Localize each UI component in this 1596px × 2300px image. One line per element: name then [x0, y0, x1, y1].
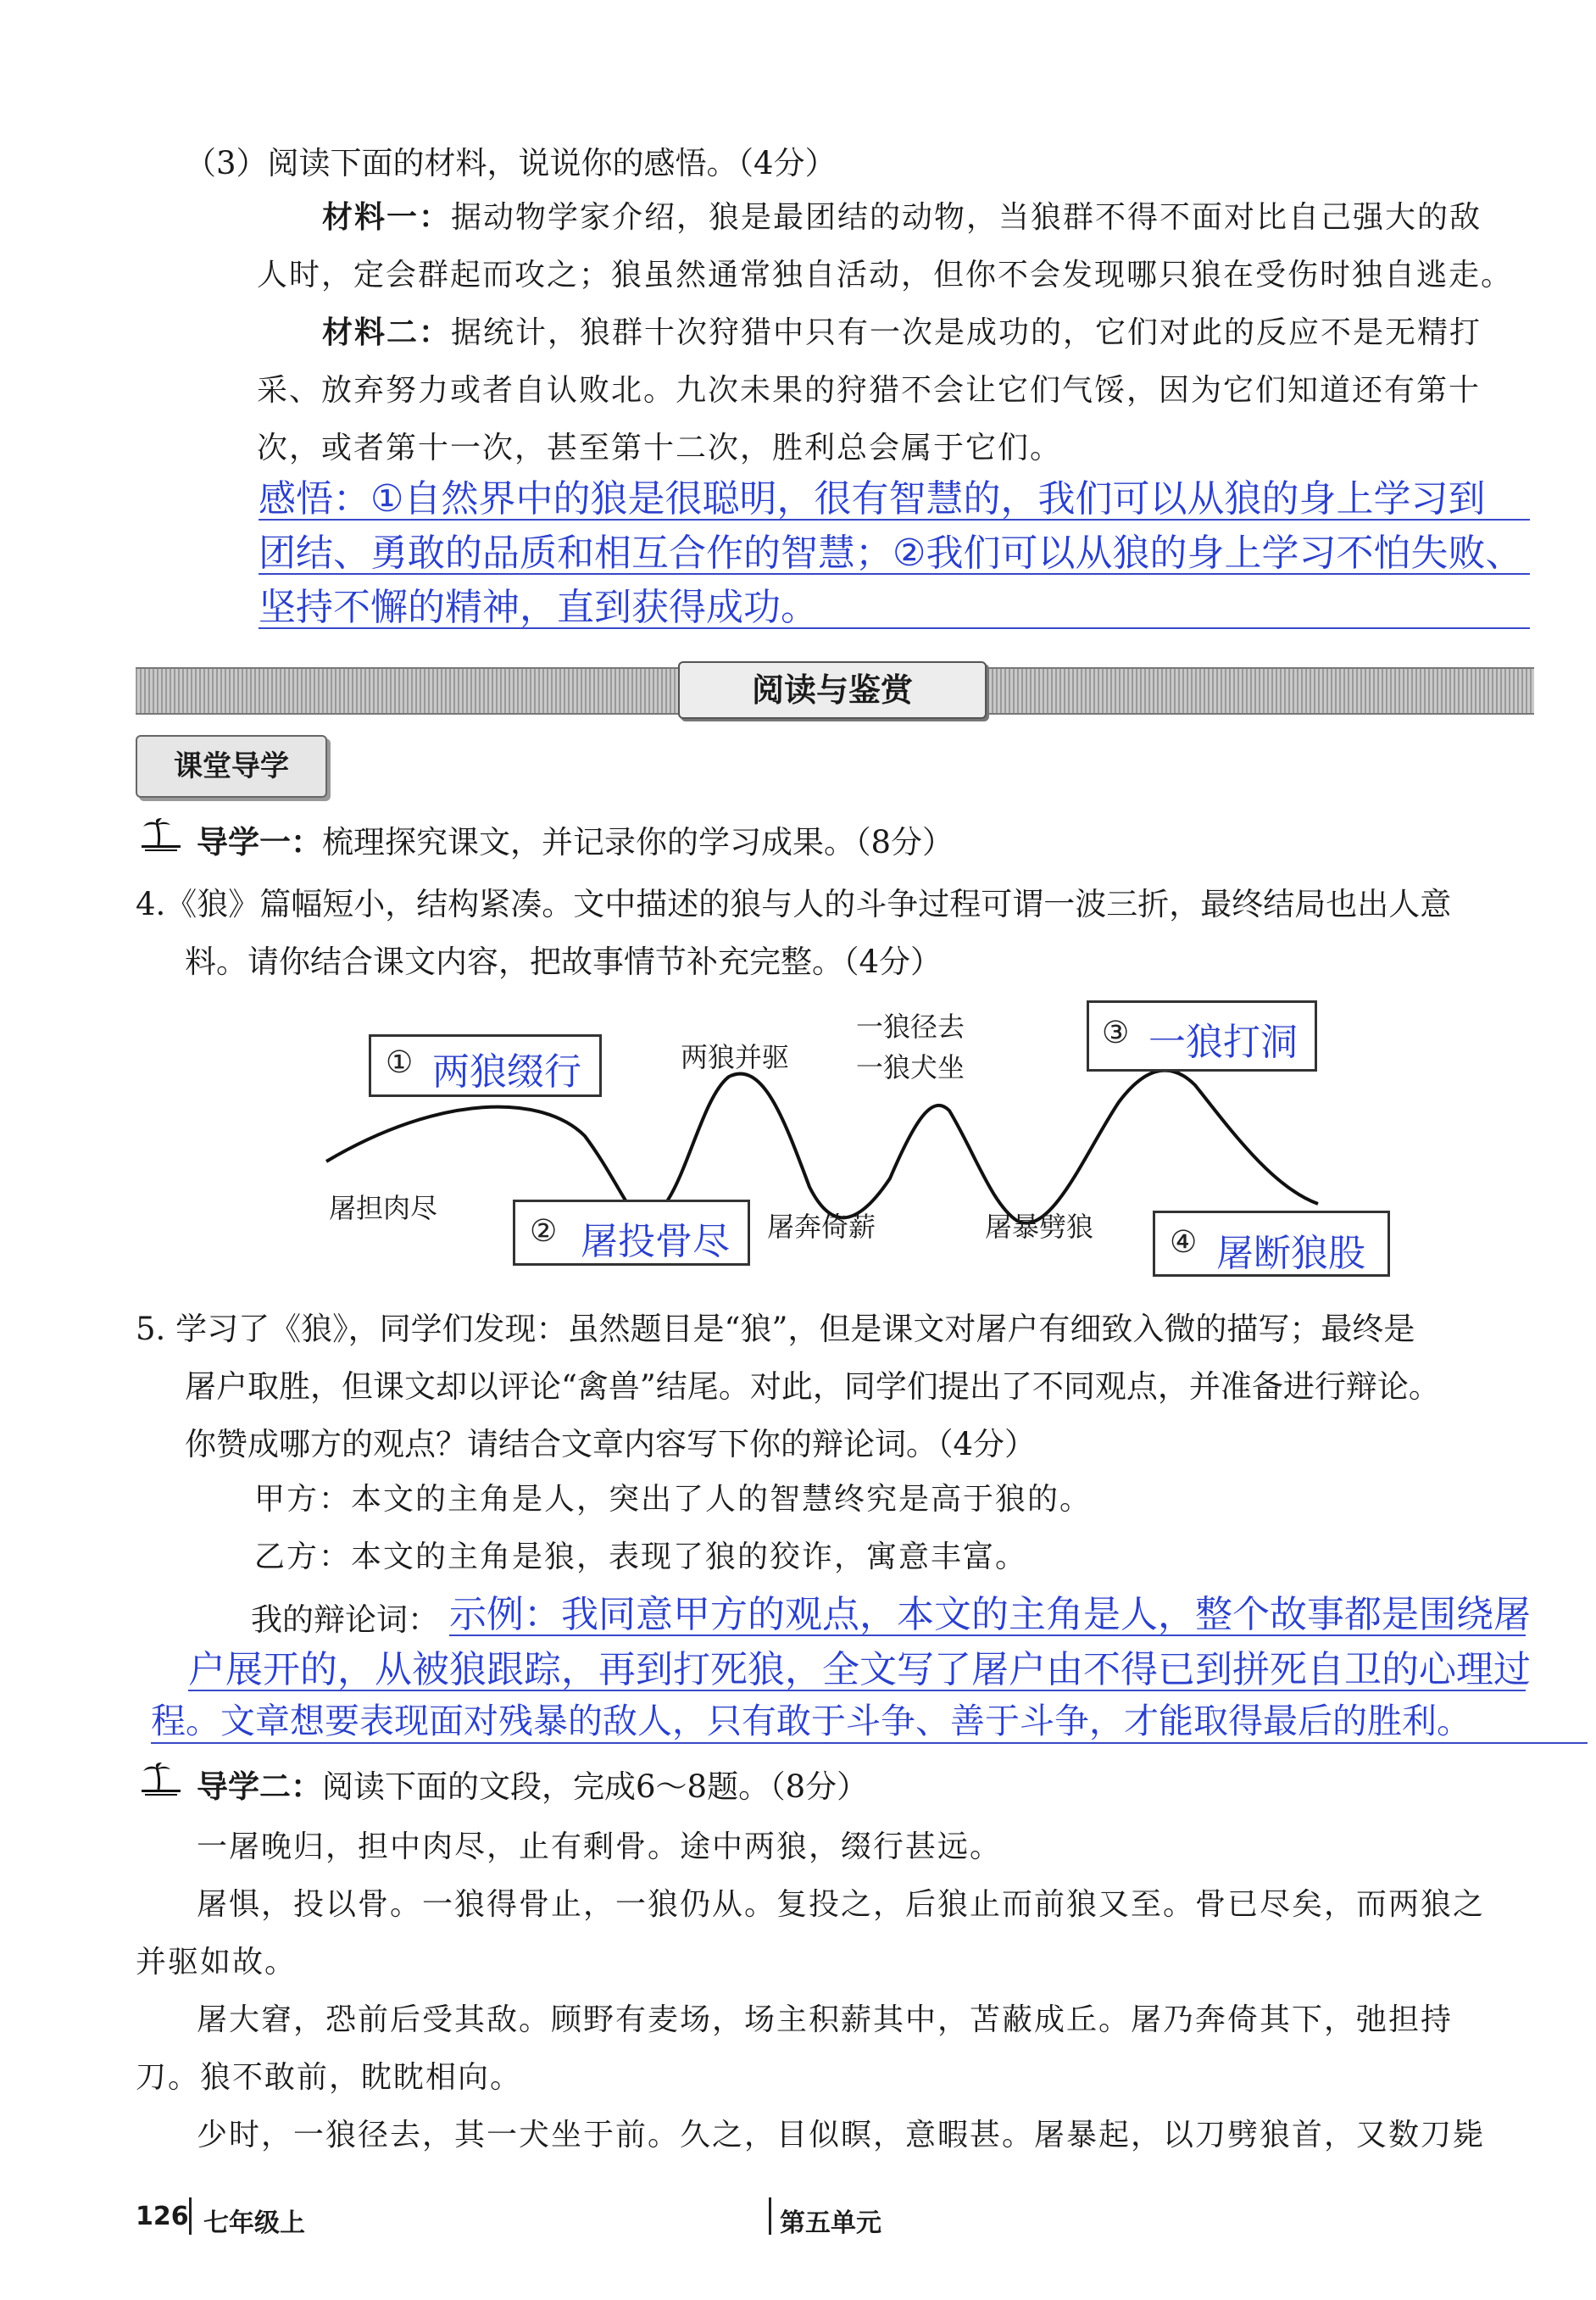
plot-box-1-answer: 两狼缀行 [432, 1050, 581, 1094]
footer-unit: 第五单元 [780, 2208, 881, 2238]
q4-line2: 料。请你结合课文内容，把故事情节补充完整。（4分） [185, 944, 943, 980]
q3-answer-line2: 团结、勇敢的品质和相互合作的智慧；②我们可以从狼的身上学习不怕失败、 [259, 532, 1523, 575]
guide2-label: 导学二： [197, 1768, 322, 1805]
side-a: 甲方：本文的主角是人，突出了人的智慧终究是高于狼的。 [254, 1482, 1093, 1517]
passage-p2-line2: 并驱如故。 [136, 1945, 298, 1980]
material2-label: 材料二： [322, 315, 452, 350]
plot-box-2-number: ② [530, 1214, 558, 1249]
q4-line1: 4.《狼》篇幅短小，结构紧凑。文中描述的狼与人的斗争过程可谓一波三折，最终结局也出人意 [136, 886, 1452, 922]
q5-answer-line1: 示例：我同意甲方的观点，本文的主角是人，整个故事都是围绕屠 [449, 1593, 1531, 1636]
plot-box-3-answer: 一狼打洞 [1148, 1021, 1298, 1064]
material1-text: 据动物学家介绍，狼是最团结的动物，当狼群不得不面对比自己强大的敌 [451, 200, 1482, 235]
plot-label-valley2: 屠奔倚薪 [767, 1211, 876, 1243]
material2-text: 据统计，狼群十次狩猎中只有一次是成功的，它们对此的反应不是无精打 [451, 315, 1482, 350]
material2-line2: 采、放弃努力或者自认败北。九次未果的狩猎不会让它们气馁，因为它们知道还有第十 [257, 373, 1482, 408]
plot-box-4-number: ④ [1170, 1225, 1198, 1260]
guide2-text: 阅读下面的文段，完成6～8题。（8分） [322, 1768, 869, 1805]
q5-answer-line2: 户展开的，从被狼跟踪，再到打死狼，全文写了屠户由不得已到拼死自卫的心理过 [188, 1648, 1531, 1691]
plot-box-4-answer: 屠断狼股 [1216, 1232, 1365, 1275]
passage-p3-line1: 屠大窘，恐前后受其敌。顾野有麦场，场主积薪其中，苫蔽成丘。屠乃奔倚其下，弛担持 [197, 2002, 1454, 2037]
q5-line1: 5. 学习了《狼》，同学们发现：虽然题目是“狼”，但是课文对屠户有细致入微的描写；最终是 [136, 1311, 1415, 1347]
plot-box-3-number: ③ [1102, 1016, 1130, 1050]
answer-underline [188, 1690, 1526, 1691]
footer-divider [769, 2197, 771, 2235]
plot-label-peak2a: 一狼径去 [856, 1011, 965, 1043]
passage-p2-line1: 屠惧，投以骨。一狼得骨止，一狼仍从。复投之，后狼止而前狼又至。骨已尽矣，而两狼之 [197, 1887, 1486, 1922]
side-b: 乙方：本文的主角是狼，表现了狼的狡诈，寓意丰富。 [254, 1540, 1028, 1574]
footer-grade: 七年级上 [203, 2208, 305, 2238]
q3-prompt: （3）阅读下面的材料，说说你的感悟。（4分） [185, 145, 837, 181]
passage-p1: 一屠晚归，担中肉尽，止有剩骨。途中两狼，缀行甚远。 [197, 1829, 1003, 1864]
class-guide-tag: 课堂导学 [136, 735, 327, 798]
passage-p3-line2: 刀。狼不敢前，眈眈相向。 [136, 2060, 523, 2095]
plot-box-2-answer: 屠投骨尽 [581, 1220, 730, 1263]
answer-underline [449, 1635, 1526, 1636]
material2-line3: 次，或者第十一次，甚至第十二次，胜利总会属于它们。 [257, 431, 1063, 465]
q5-line3: 你赞成哪方的观点？请结合文章内容写下你的辩论词。（4分） [185, 1426, 1037, 1462]
debate-label: 我的辩论词： [251, 1601, 439, 1638]
plot-label-peak2b: 一狼犬坐 [856, 1051, 965, 1083]
island-icon [140, 1761, 182, 1798]
plot-label-peak1: 两狼并驱 [681, 1041, 790, 1073]
page-number: 126 [136, 2202, 189, 2231]
q5-line2: 屠户取胜，但课文却以评论“禽兽”结尾。对此，同学们提出了不同观点，并准备进行辩论。 [185, 1368, 1440, 1405]
footer-divider [189, 2197, 192, 2235]
plot-label-start: 屠担肉尽 [329, 1192, 438, 1224]
answer-underline [151, 1742, 1588, 1744]
section-title: 阅读与鉴赏 [678, 661, 987, 719]
q3-answer-line3: 坚持不懈的精神，直到获得成功。 [259, 586, 818, 629]
q5-answer-line3: 程。文章想要表现面对残暴的敌人，只有敢于斗争、善于斗争，才能取得最后的胜利。 [151, 1701, 1471, 1741]
q3-answer-line1: 感悟：①自然界中的狼是很聪明，很有智慧的，我们可以从狼的身上学习到 [259, 477, 1486, 521]
guide1-label: 导学一： [197, 823, 322, 860]
material1-label: 材料一： [322, 199, 452, 235]
guide2-line [197, 1761, 868, 1807]
plot-label-valley3: 屠暴劈狼 [985, 1211, 1094, 1243]
material1-line2: 人时，定会群起而攻之；狼虽然通常独自活动，但你不会发现哪只狼在受伤时独自逃走。 [257, 258, 1514, 292]
guide1-text: 梳理探究课文，并记录你的学习成果。（8分） [322, 824, 954, 860]
plot-box-1-number: ① [386, 1045, 414, 1080]
passage-p4-line1: 少时，一狼径去，其一犬坐于前。久之，目似瞑，意暇甚。屠暴起，以刀劈狼首，又数刀毙 [197, 2118, 1486, 2152]
